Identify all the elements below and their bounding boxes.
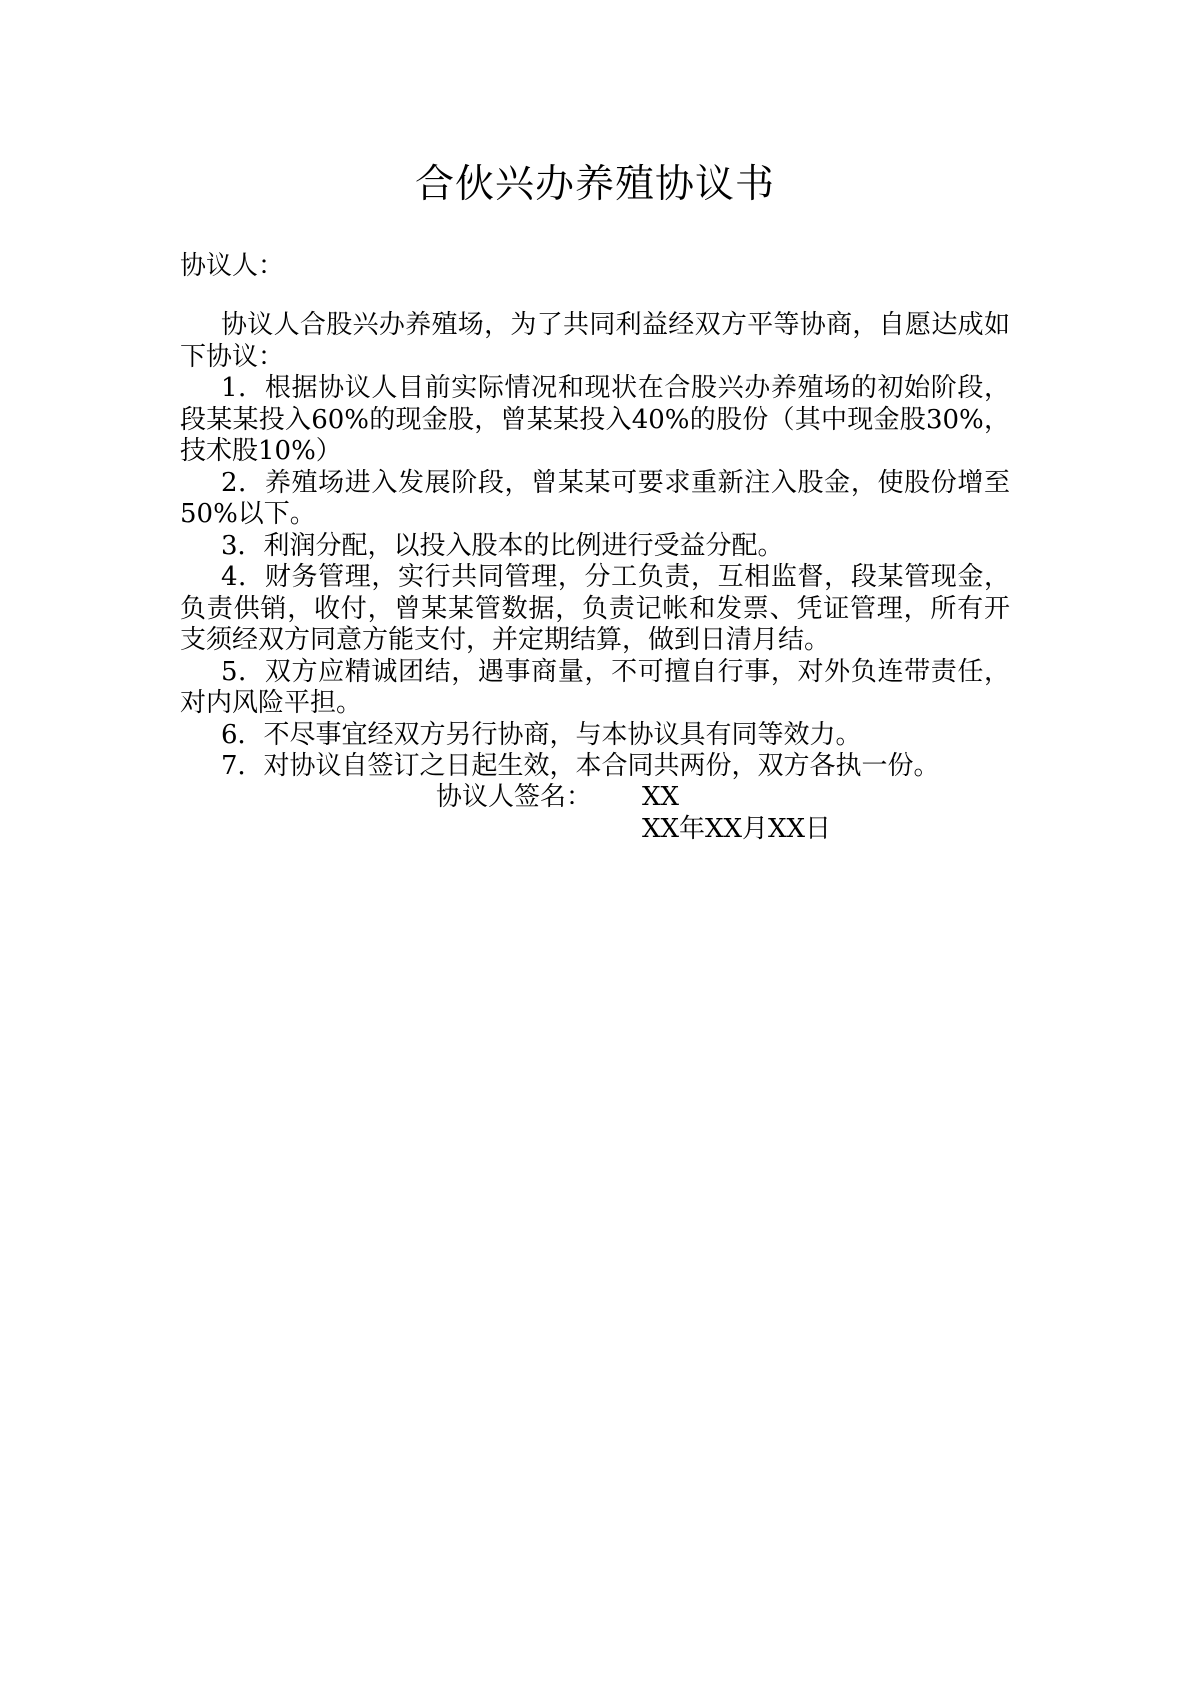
party-label: 协议人： <box>180 251 285 281</box>
signature-row <box>436 782 831 814</box>
signature-block <box>436 782 831 845</box>
clause-3: 3．利润分配，以投入股本的比例进行受益分配。 <box>221 530 784 561</box>
signature-label: 协议人签名： <box>436 782 593 812</box>
document-title: 合伙兴办养殖协议书 <box>414 162 775 207</box>
clause-1: 1．根据协议人目前实际情况和现状在合股兴办养殖场的初始阶段，段某某投入60%的现金股，曾某某投入40%的股份（其中现金股30%，技术股10%） <box>180 373 1010 466</box>
clause-2: 2．养殖场进入发展阶段，曾某某可要求重新注入股金，使股份增至50%以下。 <box>180 467 1010 529</box>
intro-paragraph: 协议人合股兴办养殖场，为了共同利益经双方平等协商，自愿达成如下协议： <box>180 310 1010 372</box>
clause-6: 6．不尽事宜经双方另行协商，与本协议具有同等效力。 <box>221 719 862 750</box>
clause-4: 4．财务管理，实行共同管理，分工负责，互相监督，段某管现金，负责供销，收付，曾某某管数据，负责记帐和发票、凭证管理，所有开支须经双方同意方能支付，并定期结算，做到日清月结。 <box>180 562 1010 655</box>
clause-5: 5．双方应精诚团结，遇事商量，不可擅自行事，对外负连带责任，对内风险平担。 <box>180 656 1010 718</box>
agreement-body <box>180 310 1010 783</box>
signature-value: XX <box>642 782 680 812</box>
signature-date: XX年XX月XX日 <box>642 813 832 844</box>
clause-7: 7．对协议自签订之日起生效，本合同共两份，双方各执一份。 <box>221 751 940 781</box>
